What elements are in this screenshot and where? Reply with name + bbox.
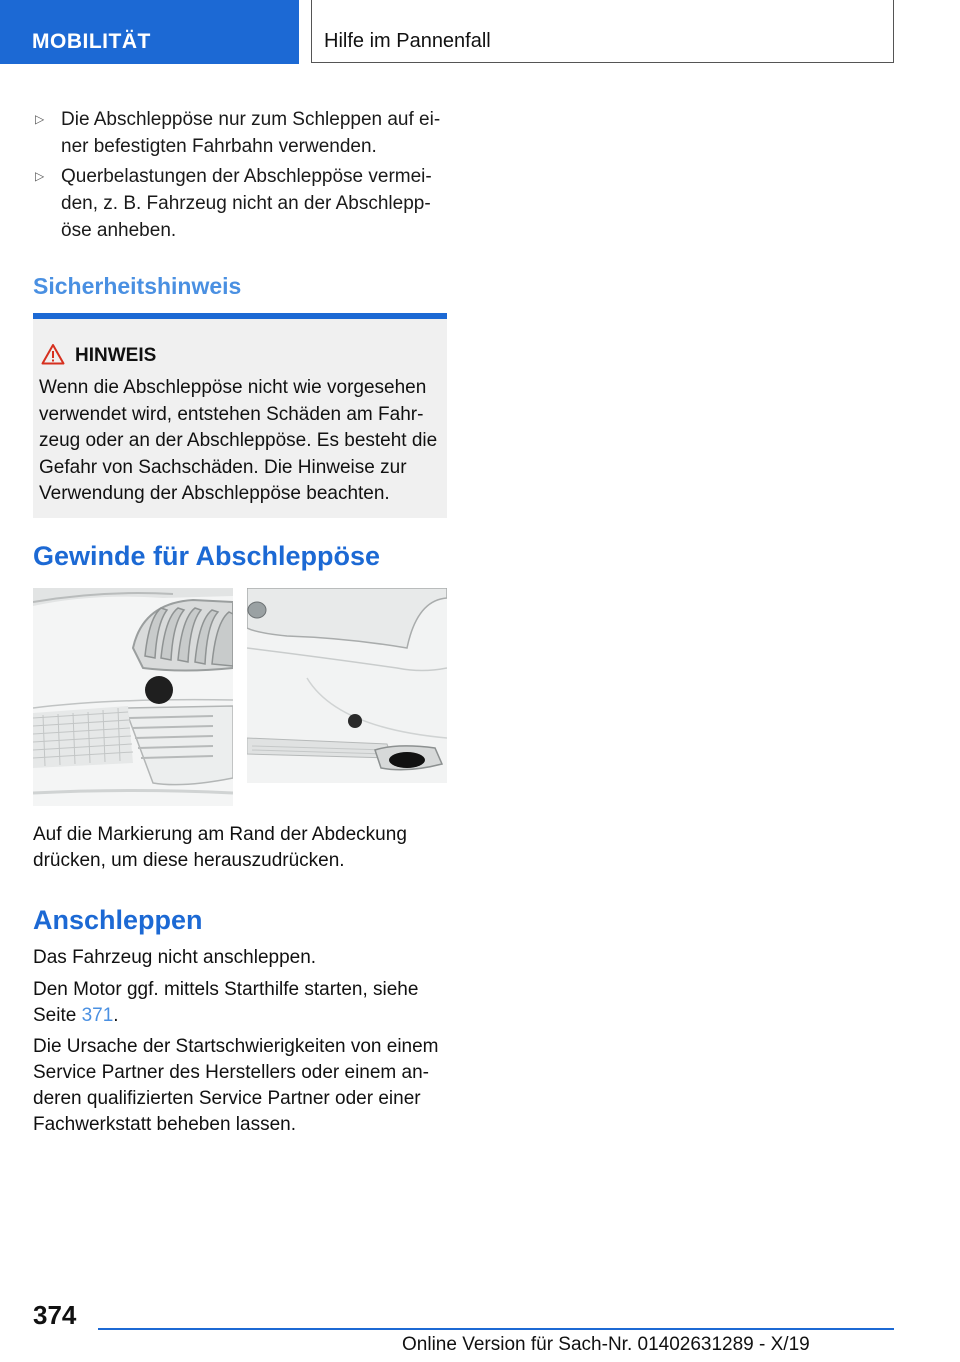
notice-box (33, 313, 447, 518)
list-item-text: Die Abschleppöse nur zum Schleppen auf ei- ner befestigten Fahrbahn verwenden. (61, 109, 441, 157)
triangle-bullet-icon: ▷ (35, 169, 45, 183)
section-tab (0, 0, 299, 64)
triangle-bullet-icon: ▷ (35, 112, 45, 126)
footer-divider (98, 1328, 894, 1330)
section-title: MOBILITÄT (32, 30, 151, 53)
paragraph-text: . (113, 1005, 119, 1026)
list-item-text: Querbelastungen der Abschleppöse vermei- den, z. B. Fahrzeug nicht an der Abschlepp- öse anheben. (61, 166, 432, 241)
paragraph: Die Ursache der Startschwierigkeiten von einem Service Partner des Herstellers oder einem an- deren qualifizierten Service Partner oder einer Fachwerkstatt beheben lassen. (33, 1036, 439, 1135)
footer-text: Online Version für Sach-Nr. 01402631289 - X/19 (402, 1334, 810, 1355)
subheading-safety: Sicherheitshinweis (33, 273, 242, 299)
list-item (33, 163, 453, 244)
paragraph-text: Den Motor ggf. mittels Starthilfe starten, siehe Seite (33, 979, 419, 1026)
notice-title: HINWEIS (75, 345, 157, 366)
heading-thread: Gewinde für Abschleppöse (33, 541, 381, 571)
figure-rear-bumper (247, 588, 447, 783)
chapter-title: Hilfe im Pannenfall (324, 30, 491, 52)
figure-front-bumper (33, 588, 233, 806)
figure-caption: Auf die Markierung am Rand der Abdeckung drücken, um diese herauszudrücken. (33, 824, 407, 871)
paragraph: Das Fahrzeug nicht anschleppen. (33, 947, 317, 968)
list-item (33, 106, 453, 160)
warning-icon (41, 343, 65, 365)
chapter-tab (311, 0, 894, 63)
page-link[interactable]: 371 (81, 1005, 114, 1026)
page-number: 374 (33, 1300, 77, 1330)
paragraph (33, 977, 447, 1029)
notice-text: Wenn die Abschleppöse nicht wie vorgesehen verwendet wird, entstehen Schäden am Fahr- zeug oder an der Abschleppöse. Es besteht die Gefahr von Sachschäden. Die Hinweise zur Verwendung der Abschleppöse beachten. (39, 377, 438, 504)
heading-towing: Anschleppen (33, 905, 203, 935)
